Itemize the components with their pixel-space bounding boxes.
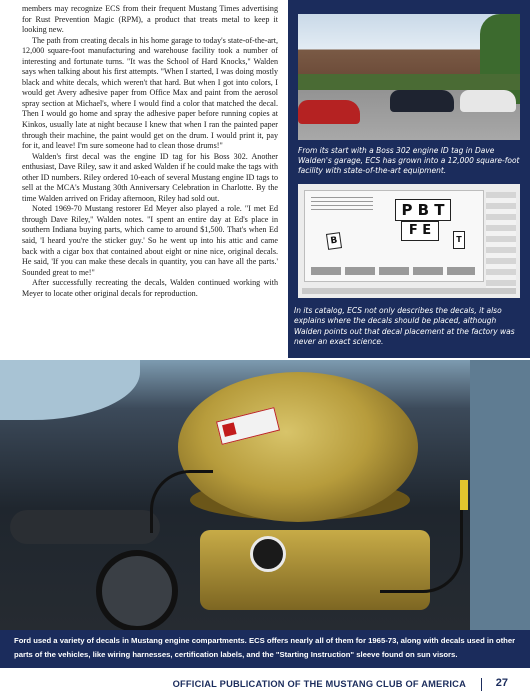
engine-wire <box>380 500 463 593</box>
oil-filler-cap <box>250 536 286 572</box>
engine-compartment-photo <box>0 360 530 630</box>
red-car <box>298 100 360 124</box>
radiator-hose <box>10 510 160 544</box>
article-paragraph-1: members may recognize ECS from their frequent Mustang Times advertising for Rust Prevention Magic (RPM), a product that treats metal to keep it looking new. <box>22 4 278 35</box>
catalog-part-numbers <box>311 267 475 275</box>
footer-divider <box>481 678 482 691</box>
catalog-tag-t: T <box>453 231 465 249</box>
catalog-photo <box>298 184 520 298</box>
yellow-wire <box>460 480 468 510</box>
article-paragraph-4: Noted 1969-70 Mustang restorer Ed Meyer also played a role. "I met Ed through Dave Riley," Walden notes. "I spent an entire day at Ed's place in southern Indiana buying parts, which came to around $1,500. That's when Ed said, 'I heard you're the sticker guy.' So he went up into his attic and came back with a cigar box that contained about eight or nine nice, original decals. He said, 'If you can make these decals in quantity, you can have all the parts.' Sounded great to me!" <box>22 204 278 277</box>
right-fender <box>470 360 530 630</box>
catalog-caption: In its catalog, ECS not only describes the decals, it also explains where the decals should be placed, although Walden points out that decal placement at the factory was never an exact science. <box>294 306 515 347</box>
article-body <box>22 4 278 299</box>
catalog-side-list <box>486 192 516 292</box>
page-footer <box>0 668 530 700</box>
catalog-text-lines <box>311 197 373 213</box>
engine-caption-bar <box>0 630 530 668</box>
catalog-page <box>304 190 484 282</box>
facility-photo <box>298 14 520 140</box>
engine-caption: Ford used a variety of decals in Mustang engine compartments. ECS offers nearly all of them for 1965-73, along with decals used in other parts of the vehicles, like wiring harnesses, certification labels, and the "Starting Instruction" sleeve found on sun visors. <box>14 636 516 659</box>
catalog-footer-strip <box>302 288 516 294</box>
sidebar-photo-panel <box>288 0 530 358</box>
black-car <box>390 90 454 112</box>
hedge <box>298 74 520 90</box>
left-fender <box>0 360 140 420</box>
catalog-tag-pbt: P B T <box>395 199 451 221</box>
page-number: 27 <box>495 677 508 689</box>
article-paragraph-3: Walden's first decal was the engine ID tag for his Boss 302. Another enthusiast, Dave Riley, saw it and asked Walden if he could make the tags with other ID numbers. Riley ordered 10-each of several Mustang engine ID tags to sell at the MCA's Mustang 30th Anniversary Celebration in Charlotte. By the time Walden arrived on Friday afternoon, Riley had sold out. <box>22 151 278 203</box>
pulley <box>96 550 178 630</box>
spark-plug-wire <box>150 470 213 533</box>
catalog-tag-fe: F E <box>401 221 439 241</box>
facility-caption: From its start with a Boss 302 engine ID tag in Dave Walden's garage, ECS has grown into a 12,000 square-foot facility with state-of-the-art equipment. <box>298 146 520 176</box>
article-paragraph-2: The path from creating decals in his home garage to today's state-of-the-art, 12,000 square-foot manufacturing and warehouse facility took a number of interesting and fortunate turns. "It was the School of Hard Knocks," Walden says when talking about his first attempts. "When I started, I was doing mostly black and white decals, which weren't that hard. But when I got into colors, I would get Avery adhesive paper from Office Max and paint from the aerosol spray section at Michael's, where I would find a color that matched the decal. Then I would go home and spray the adhesive paper before running copies at Kinkos, usually late at night because I knew that when I ran the painted paper through their machine, the paint would get on the drum. I would print it, pay for it, and leave! I'm sure someone had to clean those drums!" <box>22 35 278 151</box>
publication-name: OFFICIAL PUBLICATION OF THE MUSTANG CLUB OF AMERICA <box>172 679 466 689</box>
catalog-tag-b: B <box>326 232 342 250</box>
article-paragraph-5: After successfully recreating the decals, Walden continued working with Meyer to locate other original decals for reproduction. <box>22 278 278 298</box>
white-car <box>460 90 516 112</box>
